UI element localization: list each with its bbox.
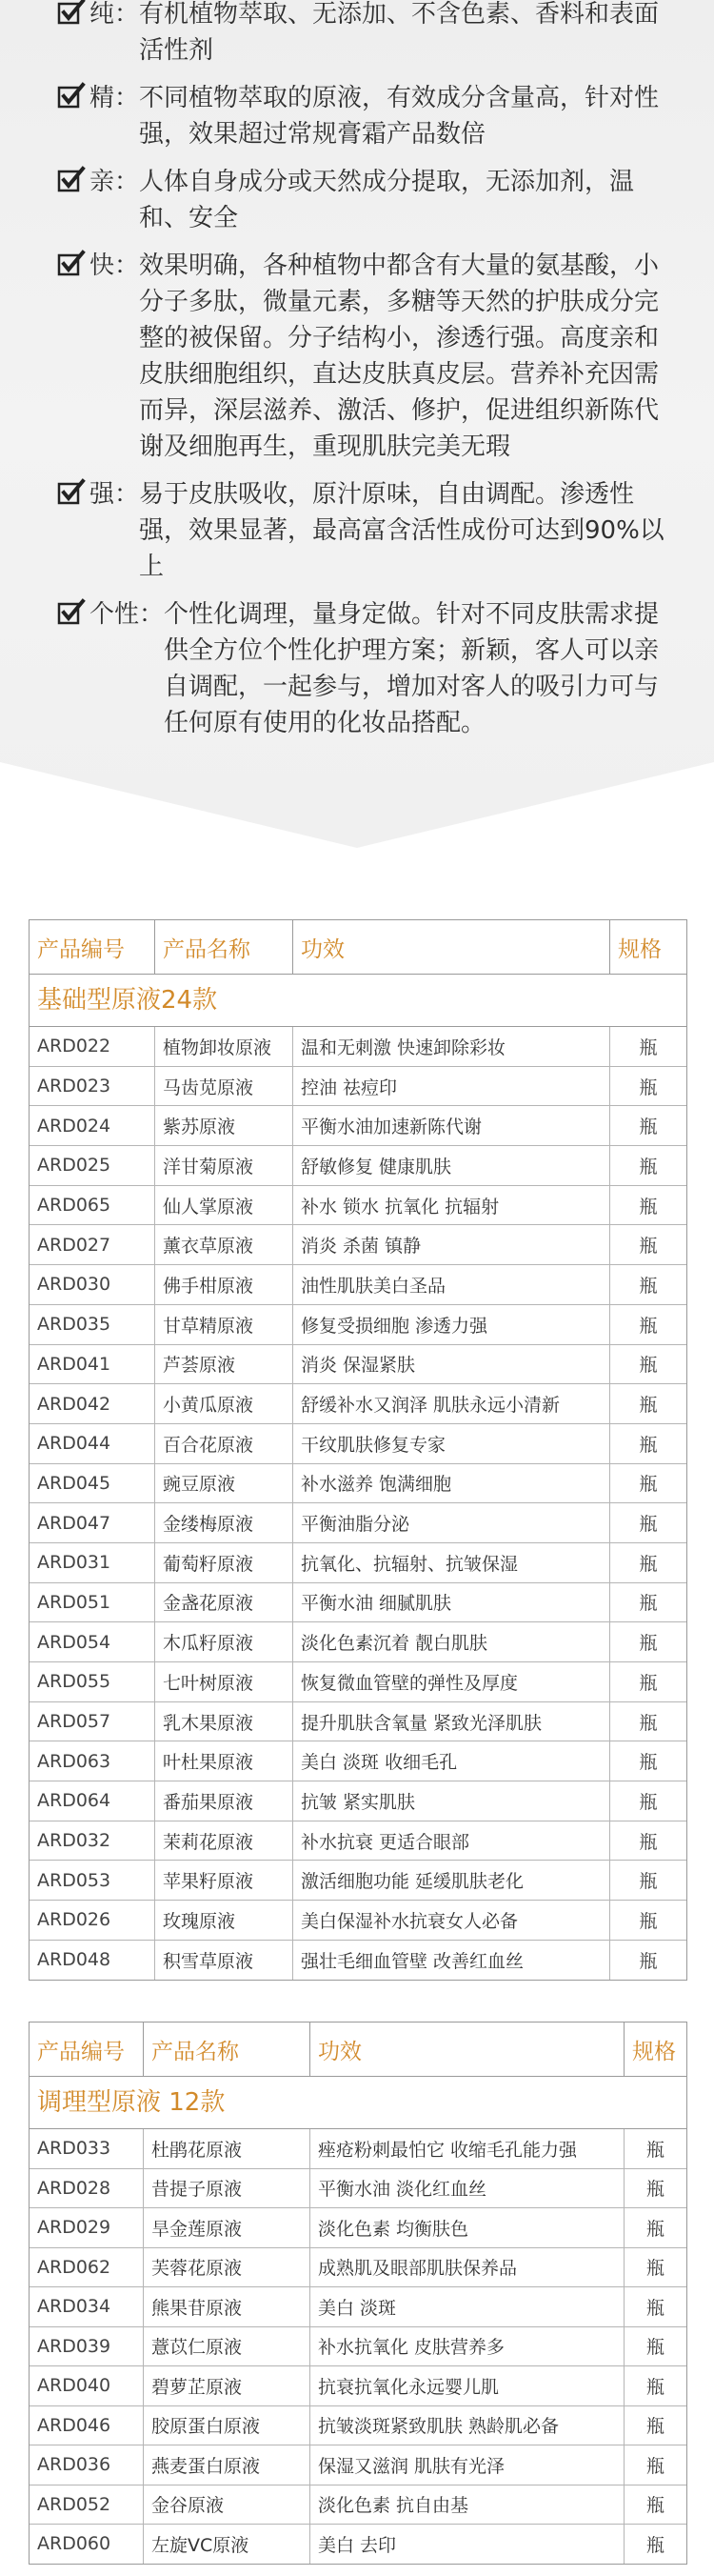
cell-spec: 瓶 (639, 1752, 658, 1774)
cell-spec: 瓶 (639, 1633, 658, 1655)
table-row (30, 2129, 686, 2169)
cell-code: ARD024 (30, 1106, 155, 1145)
feature-key: 精： (89, 84, 140, 112)
checkbox-checked-icon (57, 598, 89, 631)
cell-spec: 瓶 (645, 2495, 664, 2517)
cell-name: 植物卸妆原液 (155, 1027, 293, 1066)
table-row (30, 2525, 686, 2564)
header-effect: 功效 (310, 2023, 625, 2076)
cell-name: 昔提子原液 (144, 2169, 310, 2208)
cell-code: ARD063 (30, 1741, 155, 1781)
cell-code: ARD033 (30, 2129, 144, 2168)
header-code: 产品编号 (30, 2023, 144, 2076)
cell-name: 玫瑰原液 (155, 1901, 293, 1940)
cell-name: 苹果籽原液 (155, 1861, 293, 1900)
feature-key: 纯： (89, 0, 140, 29)
feature-item (57, 596, 666, 741)
cell-effect: 保湿又滋润 肌肤有光泽 (310, 2445, 625, 2485)
cell-name: 薏苡仁原液 (144, 2327, 310, 2366)
cell-code: ARD057 (30, 1702, 155, 1741)
cell-name: 芦荟原液 (155, 1345, 293, 1384)
cell-spec: 瓶 (645, 2416, 664, 2438)
header-spec: 规格 (632, 2039, 676, 2064)
cell-code: ARD041 (30, 1345, 155, 1384)
cell-effect: 补水滋养 饱满细胞 (293, 1464, 610, 1503)
table-header (30, 2023, 686, 2077)
table-row (30, 2287, 686, 2327)
cell-spec: 瓶 (639, 1910, 658, 1932)
cell-effect: 淡化色素 均衡肤色 (310, 2208, 625, 2247)
cell-name: 木瓜籽原液 (155, 1622, 293, 1661)
cell-name: 叶杜果原液 (155, 1741, 293, 1781)
cell-spec: 瓶 (639, 1434, 658, 1456)
feature-text: 易于皮肤吸收，原汁原味，自由调配。渗透性强，效果显著，最高富含活性成份可达到90%以上 (139, 480, 664, 581)
cell-spec: 瓶 (639, 1553, 658, 1575)
cell-code: ARD025 (30, 1146, 155, 1185)
cell-effect: 平衡水油 淡化红血丝 (310, 2169, 625, 2208)
feature-item (57, 0, 666, 69)
cell-code: ARD032 (30, 1821, 155, 1861)
table-row (30, 2208, 686, 2248)
cell-spec: 瓶 (639, 1355, 658, 1377)
cell-name: 金盏花原液 (155, 1583, 293, 1622)
table-row (30, 1186, 686, 1226)
table-row (30, 1781, 686, 1821)
cell-effect: 舒缓补水又润泽 肌肤永远小清新 (293, 1384, 610, 1423)
cell-code: ARD052 (30, 2485, 144, 2525)
cell-effect: 平衡水油 细腻肌肤 (293, 1583, 610, 1622)
table-row (30, 2366, 686, 2406)
cell-effect: 美白 淡斑 收细毛孔 (293, 1741, 610, 1781)
table-row (30, 1941, 686, 1980)
checkbox-checked-icon (57, 250, 89, 282)
cell-effect: 补水抗氧化 皮肤营养多 (310, 2327, 625, 2366)
cell-code: ARD054 (30, 1622, 155, 1661)
table-row (30, 1861, 686, 1901)
table-row (30, 2169, 686, 2209)
cell-effect: 温和无刺激 快速卸除彩妆 (293, 1027, 610, 1066)
feature-text: 有机植物萃取、无添加、不含色素、香料和表面活性剂 (139, 0, 660, 65)
cell-code: ARD031 (30, 1543, 155, 1582)
cell-effect: 修复受损细胞 渗透力强 (293, 1305, 610, 1344)
cell-effect: 舒敏修复 健康肌肤 (293, 1146, 610, 1185)
cell-spec: 瓶 (639, 1275, 658, 1297)
table-row (30, 1464, 686, 1504)
cell-code: ARD062 (30, 2248, 144, 2287)
product-table-basic (29, 919, 687, 1981)
cell-name: 七叶树原液 (155, 1662, 293, 1701)
cell-spec: 瓶 (645, 2258, 664, 2280)
table-row (30, 1106, 686, 1146)
table-row (30, 1741, 686, 1781)
cell-spec: 瓶 (645, 2218, 664, 2240)
cell-spec: 瓶 (639, 1036, 658, 1058)
table-row (30, 1265, 686, 1305)
cell-spec: 瓶 (645, 2534, 664, 2556)
cell-name: 马齿苋原液 (155, 1067, 293, 1106)
cell-code: ARD027 (30, 1225, 155, 1264)
cell-spec: 瓶 (639, 1474, 658, 1496)
header-effect: 功效 (293, 920, 610, 974)
cell-spec: 瓶 (639, 1196, 658, 1218)
cell-code: ARD060 (30, 2525, 144, 2564)
cell-code: ARD051 (30, 1583, 155, 1622)
table-row (30, 1067, 686, 1107)
table-row (30, 1146, 686, 1186)
cell-effect: 强壮毛细血管壁 改善红血丝 (293, 1941, 610, 1980)
cell-code: ARD044 (30, 1424, 155, 1463)
cell-code: ARD055 (30, 1662, 155, 1701)
cell-effect: 美白保湿补水抗衰女人必备 (293, 1901, 610, 1940)
header-code: 产品编号 (30, 920, 155, 974)
feature-text: 效果明确，各种植物中都含有大量的氨基酸，小分子多肽，微量元素，多糖等天然的护肤成分完整的被保留。分子结构小，渗透行强。高度亲和皮肤细胞组织，直达皮肤真皮层。营养补充因需而异，深层滋养、激活、修护，促进组织新陈代谢及细胞再生，重现肌肤完美无瑕 (139, 252, 660, 461)
feature-item (57, 248, 666, 465)
group-title: 调理型原液 12款 (30, 2077, 686, 2129)
feature-text: 人体自身成分或天然成分提取，无添加剂，温和、安全 (139, 168, 635, 232)
cell-code: ARD030 (30, 1265, 155, 1304)
feature-key: 个性： (89, 600, 165, 629)
cell-effect: 抗皱淡斑紧致肌肤 熟龄肌必备 (310, 2406, 625, 2445)
cell-name: 芙蓉花原液 (144, 2248, 310, 2287)
cell-code: ARD022 (30, 1027, 155, 1066)
cell-spec: 瓶 (639, 1950, 658, 1972)
cell-spec: 瓶 (639, 1593, 658, 1615)
feature-key: 亲： (89, 168, 140, 196)
cell-effect: 控油 祛痘印 (293, 1067, 610, 1106)
cell-effect: 补水 锁水 抗氧化 抗辐射 (293, 1186, 610, 1225)
cell-effect: 抗衰抗氧化永远婴儿肌 (310, 2366, 625, 2405)
table-row (30, 1821, 686, 1862)
cell-spec: 瓶 (639, 1315, 658, 1337)
cell-effect: 激活细胞功能 延缓肌肤老化 (293, 1861, 610, 1900)
cell-code: ARD036 (30, 2445, 144, 2485)
cell-effect: 平衡水油加速新陈代谢 (293, 1106, 610, 1145)
cell-code: ARD040 (30, 2366, 144, 2405)
table-row (30, 2445, 686, 2485)
table-row (30, 1384, 686, 1424)
cell-name: 百合花原液 (155, 1424, 293, 1463)
table-row (30, 1702, 686, 1742)
table-row (30, 1305, 686, 1345)
cell-spec: 瓶 (639, 1831, 658, 1853)
cell-spec: 瓶 (639, 1791, 658, 1813)
feature-item (57, 164, 666, 236)
table-row (30, 1583, 686, 1623)
cell-name: 金缕梅原液 (155, 1503, 293, 1542)
cell-effect: 消炎 杀菌 镇静 (293, 1225, 610, 1264)
table-row (30, 2248, 686, 2288)
cell-code: ARD035 (30, 1305, 155, 1344)
feature-key: 快： (89, 252, 140, 280)
cell-code: ARD065 (30, 1186, 155, 1225)
cell-name: 燕麦蛋白原液 (144, 2445, 310, 2485)
cell-name: 胶原蛋白原液 (144, 2406, 310, 2445)
cell-name: 茉莉花原液 (155, 1821, 293, 1861)
cell-effect: 抗皱 紧实肌肤 (293, 1781, 610, 1821)
cell-spec: 瓶 (645, 2179, 664, 2201)
cell-code: ARD029 (30, 2208, 144, 2247)
feature-text: 个性化调理，量身定做。针对不同皮肤需求提供全方位个性化护理方案；新颖，客人可以亲自调配，一起参与，增加对客人的吸引力可与任何原有使用的化妆品搭配。 (164, 600, 660, 737)
table-row (30, 2406, 686, 2446)
cell-code: ARD023 (30, 1067, 155, 1106)
cell-effect: 美白 去印 (310, 2525, 625, 2564)
cell-spec: 瓶 (639, 1236, 658, 1258)
cell-code: ARD048 (30, 1941, 155, 1980)
cell-spec: 瓶 (639, 1117, 658, 1138)
checkbox-checked-icon (57, 82, 89, 114)
cell-name: 杜鹃花原液 (144, 2129, 310, 2168)
cell-spec: 瓶 (639, 1156, 658, 1177)
cell-name: 熊果苷原液 (144, 2287, 310, 2326)
checkbox-checked-icon (57, 478, 89, 511)
cell-spec: 瓶 (645, 2455, 664, 2477)
cell-name: 小黄瓜原液 (155, 1384, 293, 1423)
cell-name: 番茄果原液 (155, 1781, 293, 1821)
table-body (30, 2129, 686, 2564)
cell-spec: 瓶 (639, 1712, 658, 1734)
cell-effect: 消炎 保湿紧肤 (293, 1345, 610, 1384)
table-header (30, 920, 686, 975)
table-body (30, 1027, 686, 1980)
cell-code: ARD026 (30, 1901, 155, 1940)
cell-spec: 瓶 (639, 1871, 658, 1893)
cell-effect: 淡化色素 抗自由基 (310, 2485, 625, 2525)
cell-name: 豌豆原液 (155, 1464, 293, 1503)
table-row (30, 1662, 686, 1702)
group-title: 基础型原液24款 (30, 975, 686, 1027)
feature-list (57, 0, 666, 753)
table-row (30, 1027, 686, 1067)
cell-effect: 成熟肌及眼部肌肤保养品 (310, 2248, 625, 2287)
cell-code: ARD046 (30, 2406, 144, 2445)
cell-name: 乳木果原液 (155, 1702, 293, 1741)
cell-name: 甘草精原液 (155, 1305, 293, 1344)
cell-effect: 补水抗衰 更适合眼部 (293, 1821, 610, 1861)
cell-name: 薰衣草原液 (155, 1225, 293, 1264)
cell-spec: 瓶 (645, 2297, 664, 2319)
cell-name: 左旋VC原液 (144, 2525, 310, 2564)
cell-spec: 瓶 (639, 1672, 658, 1694)
cell-name: 葡萄籽原液 (155, 1543, 293, 1582)
checkbox-checked-icon (57, 0, 89, 30)
cell-name: 碧萝芷原液 (144, 2366, 310, 2405)
cell-name: 紫苏原液 (155, 1106, 293, 1145)
cell-effect: 美白 淡斑 (310, 2287, 625, 2326)
table-row (30, 2327, 686, 2367)
cell-effect: 提升肌肤含氧量 紧致光泽肌肤 (293, 1702, 610, 1741)
header-name: 产品名称 (144, 2023, 310, 2076)
feature-text: 不同植物萃取的原液，有效成分含量高，针对性强，效果超过常规膏霜产品数倍 (139, 84, 660, 149)
header-name: 产品名称 (155, 920, 293, 974)
table-row (30, 1901, 686, 1941)
cell-spec: 瓶 (639, 1395, 658, 1417)
table-row (30, 1543, 686, 1583)
cell-name: 洋甘菊原液 (155, 1146, 293, 1185)
feature-item (57, 476, 666, 585)
table-row (30, 2485, 686, 2526)
feature-key: 强： (89, 480, 140, 509)
cell-code: ARD053 (30, 1861, 155, 1900)
header-spec: 规格 (618, 936, 662, 962)
feature-item (57, 80, 666, 152)
table-row (30, 1622, 686, 1662)
cell-effect: 淡化色素沉着 靓白肌肤 (293, 1622, 610, 1661)
cell-effect: 平衡油脂分泌 (293, 1503, 610, 1542)
cell-name: 金谷原液 (144, 2485, 310, 2525)
table-row (30, 1225, 686, 1265)
cell-effect: 油性肌肤美白圣品 (293, 1265, 610, 1304)
cell-effect: 恢复微血管壁的弹性及厚度 (293, 1662, 610, 1701)
table-row (30, 1503, 686, 1543)
cell-spec: 瓶 (645, 2337, 664, 2359)
cell-effect: 干纹肌肤修复专家 (293, 1424, 610, 1463)
cell-spec: 瓶 (639, 1077, 658, 1098)
cell-name: 旱金莲原液 (144, 2208, 310, 2247)
cell-effect: 痤疮粉刺最怕它 收缩毛孔能力强 (310, 2129, 625, 2168)
cell-code: ARD034 (30, 2287, 144, 2326)
cell-effect: 抗氧化、抗辐射、抗皱保湿 (293, 1543, 610, 1582)
cell-code: ARD064 (30, 1781, 155, 1821)
cell-code: ARD039 (30, 2327, 144, 2366)
table-row (30, 1424, 686, 1464)
cell-spec: 瓶 (645, 2376, 664, 2398)
table-row (30, 1345, 686, 1385)
product-table-conditioning (29, 2022, 687, 2565)
cell-code: ARD045 (30, 1464, 155, 1503)
cell-name: 佛手柑原液 (155, 1265, 293, 1304)
cell-spec: 瓶 (639, 1514, 658, 1536)
checkbox-checked-icon (57, 166, 89, 198)
cell-code: ARD047 (30, 1503, 155, 1542)
cell-spec: 瓶 (645, 2139, 664, 2161)
cell-code: ARD042 (30, 1384, 155, 1423)
cell-name: 积雪草原液 (155, 1941, 293, 1980)
cell-code: ARD028 (30, 2169, 144, 2208)
cell-name: 仙人掌原液 (155, 1186, 293, 1225)
